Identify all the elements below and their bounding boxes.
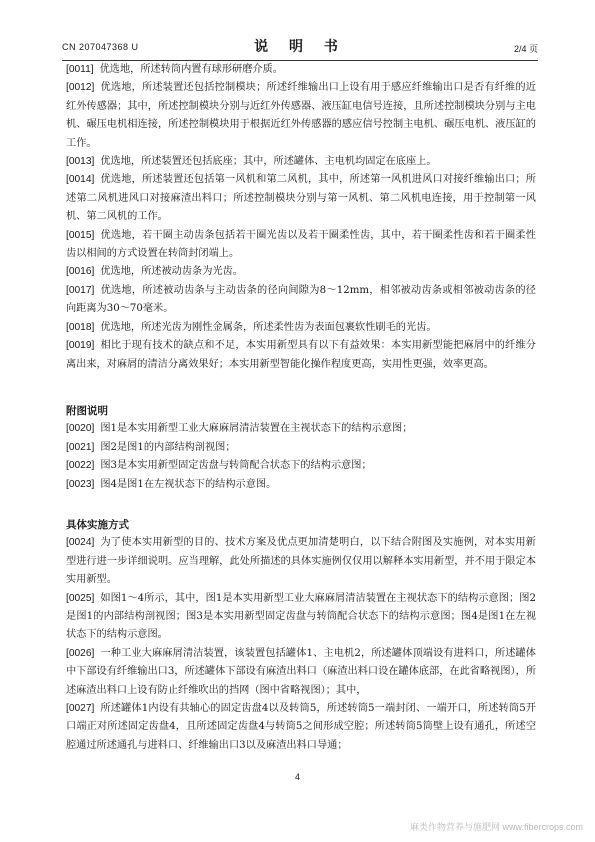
- watermark-text: 麻类作物营养与施肥网 www.fibercrops.com: [409, 822, 583, 832]
- page-number: 4: [294, 772, 300, 782]
- paragraph-number: [0018]: [66, 321, 95, 333]
- paragraph-text: 图4是图1在左视状态下的结构示意图。: [100, 478, 277, 490]
- paragraph: [66, 61, 536, 79]
- patent-number: CN 207047368 U: [62, 42, 139, 52]
- paragraph-number: [0020]: [66, 423, 95, 435]
- paragraph-text: 优选地，若干圈主动齿条包括若干圈光齿以及若干圈柔性齿，其中，若干圈柔性齿和若干圈柔性齿以相间的方式设置在转筒封闭端上。: [66, 229, 536, 260]
- paragraph-text: 图3是本实用新型固定齿盘与转筒配合状态下的结构示意图；: [100, 460, 372, 472]
- paragraph-text: 优选地，所述装置还包括底座；其中，所述罐体、主电机均固定在底座上。: [100, 156, 437, 168]
- paragraph: [66, 534, 536, 589]
- paragraph-number: [0024]: [66, 537, 95, 549]
- section-title-drawings: 附图说明: [66, 404, 108, 417]
- paragraph-number: [0021]: [66, 441, 95, 453]
- paragraph-number: [0017]: [66, 284, 95, 296]
- paragraph-number: [0013]: [66, 156, 95, 168]
- paragraph-number: [0015]: [66, 229, 95, 241]
- paragraph-list-embodiments: [66, 534, 536, 755]
- paragraph: [66, 439, 536, 457]
- paragraph-number: [0011]: [66, 64, 94, 75]
- page-header: [62, 36, 538, 58]
- paragraph-text: 优选地，所述光齿为刚性金属条，所述柔性齿为表面包裹软性刷毛的光齿。: [100, 321, 437, 333]
- paragraph-text: 一种工业大麻麻屑清洁装置，该装置包括罐体1、主电机2，所述罐体顶端设有进料口，所述罐体中下部设有纤维输出口3，所述罐体下部设有麻渣出料口（麻渣出料口设在罐体底部，在此省略视图），所述麻渣出料口上设有防止纤维吹出的挡网（图中省略视图）；其中，: [66, 647, 537, 696]
- paragraph: [66, 420, 536, 438]
- paragraph-list-drawings: [66, 420, 536, 494]
- paragraph: [66, 645, 536, 700]
- paragraph: [66, 590, 536, 645]
- paragraph: [66, 457, 536, 475]
- paragraph: [66, 476, 536, 494]
- paragraph: [66, 337, 536, 374]
- paragraph-number: [0014]: [66, 174, 95, 186]
- paragraph-number: [0022]: [66, 460, 95, 472]
- paragraph-list: [66, 61, 536, 374]
- paragraph-number: [0016]: [66, 266, 95, 278]
- paragraph: [66, 700, 536, 755]
- paragraph-text: 优选地，所述被动齿条为光齿。: [100, 266, 243, 278]
- paragraph: [66, 153, 536, 171]
- paragraph-text: 为了使本实用新型的目的、技术方案及优点更加清楚明白，以下结合附图及实施例，对本实用新型进行进一步详细说明。应当理解，此处所描述的具体实施例仅仅用以解释本实用新型，并不用于限定本实用新型。: [66, 537, 536, 586]
- paragraph-number: [0026]: [66, 647, 95, 659]
- paragraph-number: [0027]: [66, 703, 95, 714]
- paragraph-text: 所述罐体1内设有共轴心的固定齿盘4以及转筒5，所述转筒5一端封闭、一端开口，所述转筒5开口端正对所述固定齿盘4，且所述固定齿盘4与转筒5之间形成空腔；所述转筒5筒壁上设有通孔，所述空腔通过所述通孔与进料口、纤维输出口3以及麻渣出料口导通；: [66, 703, 536, 751]
- paragraph: [66, 282, 536, 319]
- document-title: 说 明 书: [254, 39, 346, 55]
- paragraph-text: 图1是本实用新型工业大麻麻屑清洁装置在主视状态下的结构示意图；: [100, 423, 413, 435]
- paragraph: [66, 171, 536, 226]
- paragraph: [66, 79, 536, 153]
- paragraph-text: 相比于现有技术的缺点和不足，本实用新型具有以下有益效果：本实用新型能把麻屑中的纤维分离出来，对麻屑的清洁分离效果好；本实用新型智能化操作程度更高，实用性更强，效率更高。: [66, 340, 536, 370]
- paragraph-text: 如图1～4所示，其中，图1是本实用新型工业大麻麻屑清洁装置在主视状态下的结构示意图；图2是图1的内部结构剖视图；图3是本实用新型固定齿盘与转筒配合状态下的结构示意图；图4是图1在左视状态下的结构示意图。: [66, 592, 536, 641]
- document-body: [66, 61, 536, 755]
- paragraph: [66, 227, 536, 264]
- paragraph-number: [0019]: [66, 340, 95, 352]
- paragraph: [66, 319, 536, 337]
- paragraph: [66, 263, 536, 281]
- paragraph-number: [0012]: [66, 82, 95, 94]
- paragraph-text: 图2是图1的内部结构剖视图；: [100, 441, 236, 453]
- section-title-embodiments: 具体实施方式: [66, 518, 129, 531]
- paragraph-text: 优选地，所述被动齿条与主动齿条的径向间隙为8～12mm，相邻被动齿条或相邻被动齿条的径向距离为30～70毫米。: [66, 284, 536, 315]
- paragraph-number: [0025]: [66, 592, 95, 604]
- paragraph-text: 优选地，所述装置还包括控制模块；所述纤维输出口上设有用于感应纤维输出口是否有纤维的近红外传感器；其中，所述控制模块分别与近红外传感器、液压缸电信号连接，且所述控制模块分别与主电机、碾压电机相连接，所述控制模块用于根据近红外传感器的感应信号控制主电机、碾压电机、液压缸的工作。: [66, 82, 536, 149]
- paragraph-text: 优选地，所述装置还包括第一风机和第二风机，其中，所述第一风机进风口对接纤维输出口；所述第二风机进风口对接麻渣出料口；所述控制模块分别与第一风机、第二风机电连接，用于控制第一风机、第二风机的工作。: [66, 174, 536, 223]
- paragraph-text: 优选地，所述转筒内置有球形研磨介质。: [99, 64, 283, 75]
- paragraph-number: [0023]: [66, 478, 95, 490]
- page-indicator: 2/4 页: [513, 44, 538, 54]
